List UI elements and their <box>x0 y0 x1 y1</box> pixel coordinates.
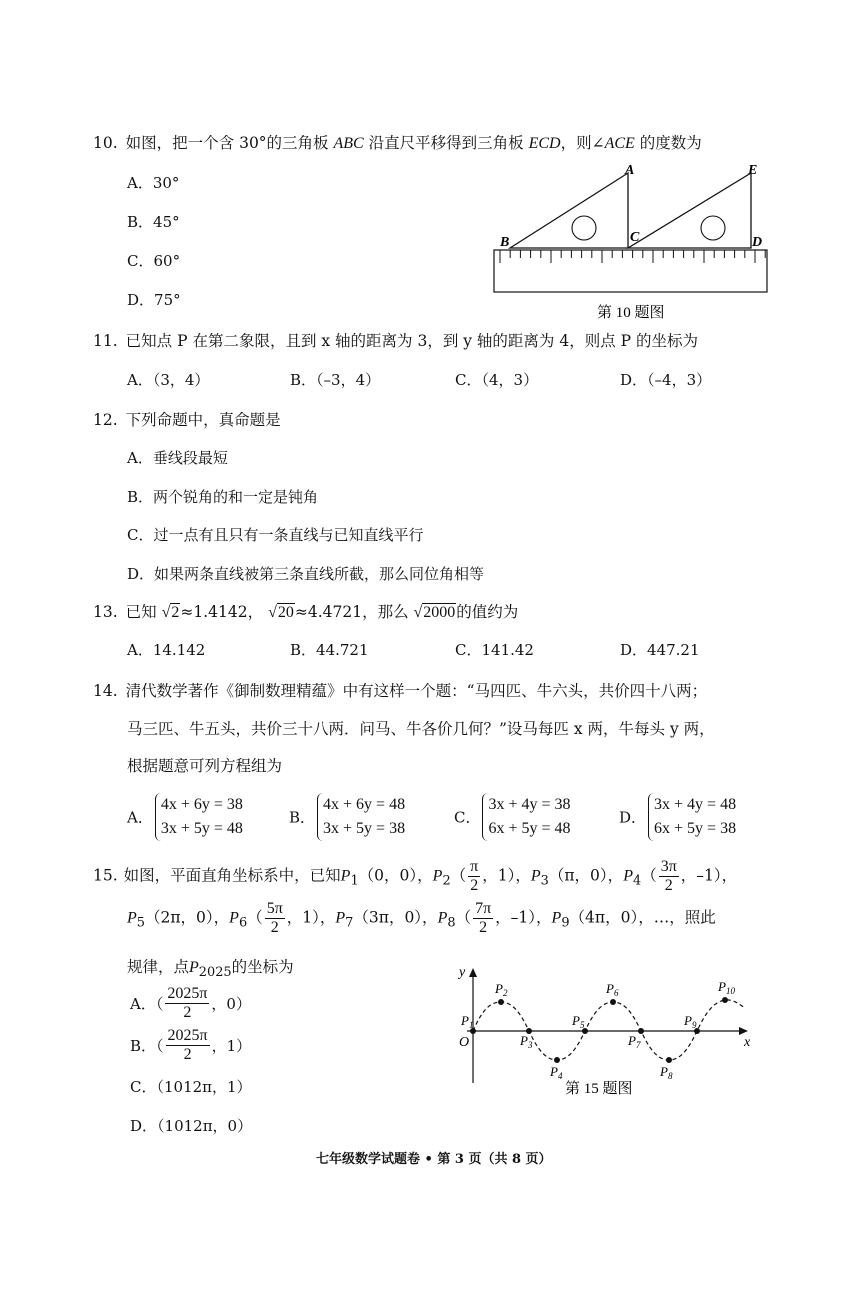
point-label-p6: $P_6$ <box>606 981 619 998</box>
page-footer: 七年级数学试题卷 • 第 3 页（共 8 页） <box>316 1152 552 1167</box>
q15-option-b: B．（ $\frac{2025\pi}{2}$ ，1） <box>130 1027 252 1063</box>
fraction-5pi-over-2: $\frac{5\pi}{2}$ <box>266 900 283 936</box>
label-e: E <box>748 163 758 178</box>
sqrt-2000: √2000 <box>413 604 456 621</box>
fraction-pi-over-2: $\frac{\pi}{2}$ <box>470 858 479 894</box>
q15-stem-line3: 规律，点$P_{2025}$的坐标为 <box>127 958 294 981</box>
q15-figure <box>445 960 765 1105</box>
label-b: B <box>500 235 510 250</box>
triangle-ecd <box>628 173 751 248</box>
label-c: C <box>630 230 640 245</box>
point-p6 <box>610 999 616 1005</box>
q15-option-c: C．（1012π，1） <box>130 1078 252 1096</box>
q12-stem: 12. 下列命题中，真命题是 <box>93 411 281 429</box>
q10-figure <box>480 155 780 325</box>
q10-figure-caption: 第 10 题图 <box>597 305 665 321</box>
point-label-p8: $P_8$ <box>660 1064 673 1081</box>
point-p8 <box>666 1057 672 1063</box>
q13-option-a: A．14.142 <box>127 641 206 659</box>
point-p4 <box>554 1057 560 1063</box>
q10-option-c: C．60° <box>127 252 181 270</box>
point-label-p2: $P_2$ <box>495 981 508 998</box>
q12-option-c: C．过一点有且只有一条直线与已知直线平行 <box>127 526 424 544</box>
dashed-curve <box>473 1000 745 1060</box>
point-label-p1: $P_1$ <box>461 1013 474 1030</box>
q14-option-b: B．4x + 6y = 48 3x + 5y = 38 <box>289 793 405 841</box>
y-axis-arrow <box>469 968 477 977</box>
q11-option-a: A．（3，4） <box>127 371 210 389</box>
q11-stem: 11. 已知点 P 在第二象限，且到 x 轴的距离为 3，到 y 轴的距离为 4，则点 P 的坐标为 <box>93 332 699 350</box>
triangle-abc-hole <box>572 216 596 240</box>
q13-option-c: C．141.42 <box>455 641 534 659</box>
point-label-p9: $P_9$ <box>684 1013 697 1030</box>
q15-option-a: A．（ $\frac{2025\pi}{2}$ ，0） <box>130 985 251 1021</box>
point-label-p3: $P_3$ <box>520 1033 533 1050</box>
q13-option-b: B．44.721 <box>290 641 369 659</box>
q12-option-d: D．如果两条直线被第三条直线所截，那么同位角相等 <box>127 565 485 583</box>
sqrt-20: √20 <box>268 604 294 621</box>
q11-option-d: D．（–4，3） <box>620 371 712 389</box>
point-p10 <box>722 997 728 1003</box>
q13-stem: 13. 已知 √2≈1.4142， √20≈4.4721，那么 √2000的值约为 <box>93 603 519 621</box>
x-axis-label: x <box>744 1035 751 1050</box>
fraction-3pi-over-2: $\frac{3\pi}{2}$ <box>660 858 677 894</box>
ruler <box>494 250 767 292</box>
q10-option-a: A．30° <box>127 174 180 192</box>
q15-option-d: D．（1012π，0） <box>130 1117 253 1135</box>
q14-option-a: A．4x + 6y = 38 3x + 5y = 48 <box>127 793 243 841</box>
q14-stem-line3: 根据题意可列方程组为 <box>127 757 283 775</box>
point-label-p7: $P_7$ <box>628 1033 641 1050</box>
triangle-ecd-hole <box>701 216 725 240</box>
q14-stem-line1: 14. 清代数学著作《御制数理精蕴》中有这样一个题：“马四匹、牛六头，共价四十八两； <box>93 682 708 700</box>
q14-option-d: D．3x + 4y = 48 6x + 5y = 38 <box>619 793 736 841</box>
sqrt-2: √2 <box>161 604 180 621</box>
q14-stem-line2: 马三匹、牛五头，共价三十八两．问马、牛各价几何？”设马每匹 x 两，牛每头 y 两， <box>127 720 715 738</box>
q12-option-b: B．两个锐角的和一定是钝角 <box>127 488 319 506</box>
ruler-ticks <box>500 250 765 263</box>
q15-points <box>460 979 735 1081</box>
q10-option-b: B．45° <box>127 213 180 231</box>
q15-stem-line1: 15. 如图，平面直角坐标系中，已知$P_1(0$，0），$P_2$（ $\frac{\pi}{2}$ ，1），$P_3(\pi$，0），$P_4$（ $\frac{3\pi}{2}$ ，–1）， <box>93 858 738 894</box>
q10-stem: 10. 如图，把一个含 30°的三角板 ABC 沿直尺平移得到三角板 ECD，则∠ACE 的度数为 <box>93 134 702 152</box>
x-axis-arrow <box>739 1027 748 1035</box>
point-label-p10: $P_{10}$ <box>718 979 735 996</box>
point-label-p5: $P_5$ <box>572 1013 585 1030</box>
q13-option-d: D．447.21 <box>620 641 700 659</box>
triangle-abc <box>510 173 628 248</box>
point-p2 <box>498 999 504 1005</box>
q11-option-b: B．（–3，4） <box>290 371 381 389</box>
q15-stem-line2: $P_5(2\pi$，0），$P_6$（ $\frac{5\pi}{2}$ ，1），$P_7(3\pi$，0），$P_8$（ $\frac{7\pi}{2}$ ，–1），$P_9(4\pi$，0），…，照此 <box>127 900 716 936</box>
q12-option-a: A．垂线段最短 <box>127 449 228 467</box>
label-a: A <box>625 163 635 178</box>
q11-option-c: C．（4，3） <box>455 371 539 389</box>
q15-figure-caption: 第 15 题图 <box>565 1081 633 1097</box>
origin-label: O <box>459 1035 470 1050</box>
label-d: D <box>752 235 763 250</box>
point-label-p4: $P_4$ <box>550 1064 563 1081</box>
y-axis-label: y <box>459 965 466 980</box>
fraction-7pi-over-2: $\frac{7\pi}{2}$ <box>475 900 492 936</box>
q10-option-d: D．75° <box>127 291 181 309</box>
point-p7 <box>638 1028 644 1034</box>
q14-option-c: C．3x + 4y = 38 6x + 5y = 48 <box>454 793 571 841</box>
